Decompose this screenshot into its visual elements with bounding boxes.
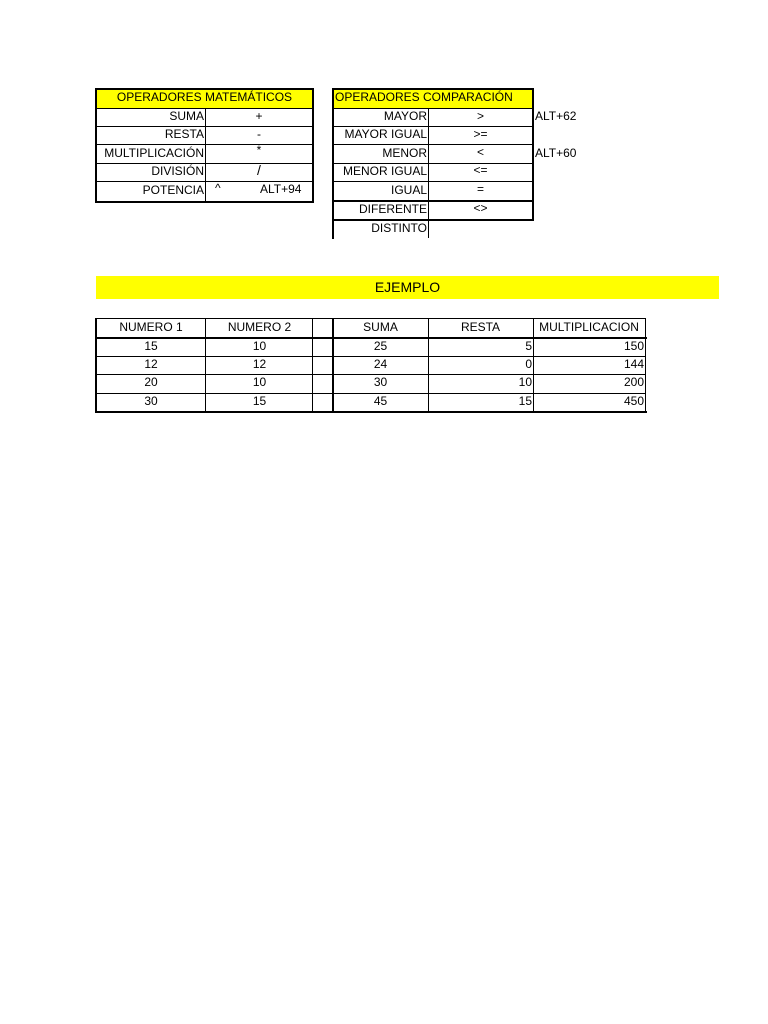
comparison-row-name: IGUAL	[390, 183, 427, 197]
comparison-row-note: ALT+60	[535, 146, 577, 160]
comparison-row-symbol: =	[476, 182, 484, 196]
math-row-name: RESTA	[164, 127, 204, 141]
math-row-name: MULTIPLICACIÓN	[104, 146, 204, 160]
example-header-cell: MULTIPLICACION	[539, 320, 639, 334]
comparison-row-name: MAYOR IGUAL	[344, 127, 427, 141]
comparison-row-symbol: <=	[473, 163, 488, 177]
math-row-name: DIVISIÓN	[151, 164, 204, 178]
math-header: OPERADORES MATEMÁTICOS	[96, 89, 313, 108]
comparison-row-symbol: <	[476, 145, 484, 159]
math-row-symbol: +	[255, 109, 263, 123]
comparison-row-symbol: >=	[473, 127, 488, 141]
example-header-cell: NUMERO 2	[227, 320, 292, 334]
example-cell: 0	[525, 357, 532, 371]
example-cell: 450	[623, 394, 644, 408]
example-cell: 24	[373, 357, 388, 371]
comparison-row-symbol: <>	[473, 201, 488, 215]
example-cell: 12	[144, 357, 158, 371]
comparison-row-name: MAYOR	[383, 109, 427, 123]
comparison-row-name: DISTINTO	[371, 221, 427, 235]
example-cell: 25	[373, 339, 388, 353]
comparison-header: OPERADORES COMPARACIÓN	[333, 89, 533, 108]
example-header-cell: RESTA	[460, 320, 501, 334]
example-cell: 15	[518, 394, 532, 408]
comparison-row-name: MENOR IGUAL	[342, 164, 427, 178]
comparison-row-name: DIFERENTE	[358, 202, 427, 216]
example-cell: 10	[252, 375, 267, 389]
comparison-row-name: MENOR	[382, 146, 427, 160]
example-cell: 30	[373, 375, 388, 389]
math-row-name: SUMA	[169, 109, 204, 123]
example-cell: 15	[252, 394, 267, 408]
math-row-symbol: -	[257, 127, 261, 141]
math-row-symbol: ^	[215, 181, 221, 195]
example-cell: 15	[144, 339, 158, 353]
math-row-note: ALT+94	[260, 182, 302, 196]
example-cell: 200	[623, 375, 644, 389]
example-title: EJEMPLO	[96, 276, 719, 299]
math-row-symbol: /	[257, 162, 261, 178]
example-cell: 10	[518, 375, 532, 389]
example-cell: 144	[623, 357, 644, 371]
example-cell: 20	[144, 375, 158, 389]
example-header-cell: NUMERO 1	[119, 320, 183, 334]
example-cell: 10	[252, 339, 267, 353]
math-row-symbol: *	[256, 143, 262, 157]
example-cell: 30	[144, 394, 158, 408]
example-header-cell	[313, 318, 333, 338]
example-cell: 150	[623, 339, 644, 353]
math-row-name: POTENCIA	[142, 183, 204, 197]
example-cell: 5	[525, 339, 532, 353]
example-cell: 45	[373, 394, 388, 408]
comparison-row-symbol: >	[476, 109, 484, 123]
comparison-row-note: ALT+62	[535, 109, 577, 123]
example-header-cell: SUMA	[363, 320, 398, 334]
example-cell: 12	[252, 357, 267, 371]
